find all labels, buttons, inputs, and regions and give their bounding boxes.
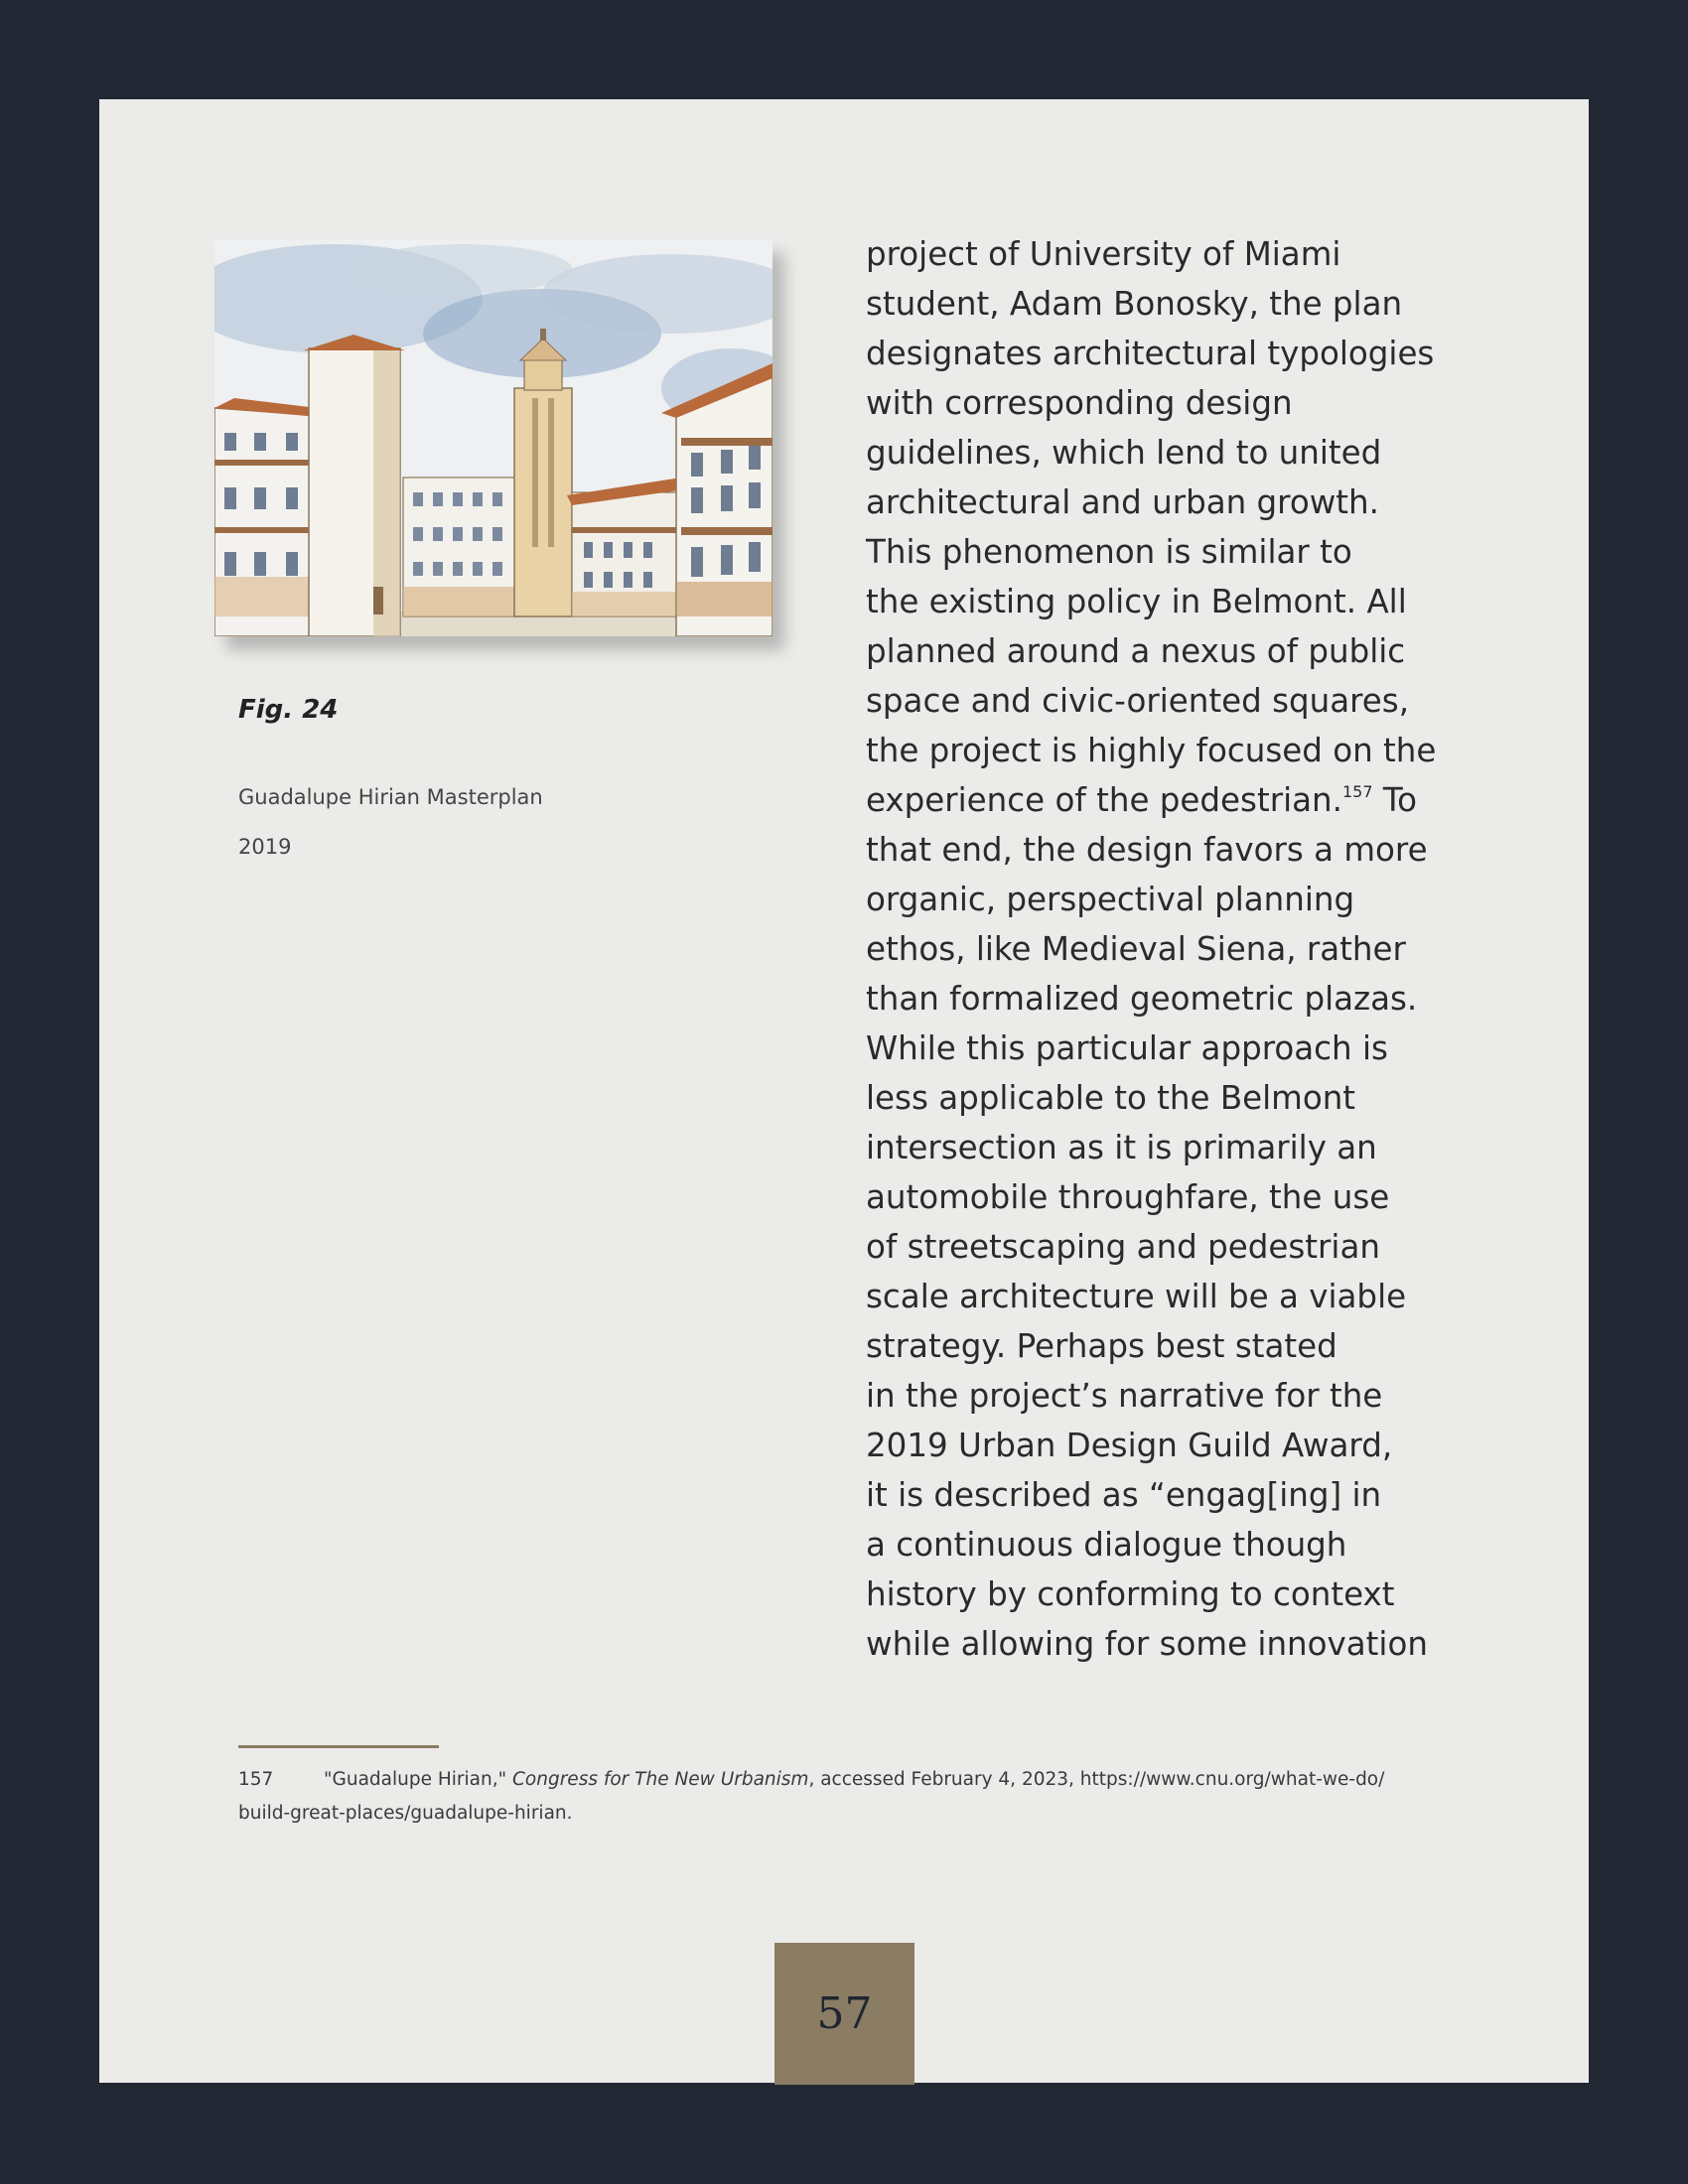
body-line: the project is highly focused on the: [866, 732, 1437, 769]
body-line: in the project’s narrative for the: [866, 1377, 1383, 1415]
body-line: the existing policy in Belmont. All: [866, 583, 1407, 620]
body-line: planned around a nexus of public: [866, 632, 1406, 670]
footnote-text-line2[interactable]: build-great-places/guadalupe-hirian.: [238, 1803, 573, 1824]
masterplan-watercolor-image: [214, 239, 773, 636]
body-line: ethos, like Medieval Siena, rather: [866, 930, 1406, 968]
footnote-reference[interactable]: 157: [1341, 782, 1373, 801]
body-line: it is described as “engag[ing] in: [866, 1476, 1382, 1514]
body-line-text: experience of the pedestrian.: [866, 781, 1342, 819]
body-line: less applicable to the Belmont: [866, 1079, 1356, 1117]
page-number-box: [774, 1943, 914, 2085]
figure-label: Fig. 24: [238, 695, 339, 725]
body-line: than formalized geometric plazas.: [866, 980, 1418, 1018]
page: [99, 99, 1589, 2083]
footnote-divider: [238, 1745, 439, 1748]
body-line: space and civic-oriented squares,: [866, 682, 1410, 720]
body-line: project of University of Miami: [866, 235, 1341, 273]
body-line: organic, perspectival planning: [866, 881, 1355, 918]
caption-title: Guadalupe Hirian Masterplan: [238, 785, 543, 809]
body-line: architectural and urban growth.: [866, 483, 1379, 521]
footnote-text-pre: "Guadalupe Hirian,": [324, 1769, 512, 1790]
body-line: 2019 Urban Design Guild Award,: [866, 1427, 1393, 1464]
body-line: while allowing for some innovation: [866, 1625, 1428, 1663]
body-line: scale architecture will be a viable: [866, 1278, 1407, 1315]
body-line: designates architectural typologies: [866, 335, 1435, 372]
body-line: automobile throughfare, the use: [866, 1178, 1390, 1216]
body-line: that end, the design favors a more: [866, 831, 1428, 869]
body-line: with corresponding design: [866, 384, 1293, 422]
body-text: [866, 229, 1501, 1669]
footnote: [238, 1763, 1539, 1831]
body-line: of streetscaping and pedestrian: [866, 1228, 1380, 1266]
body-line: intersection as it is primarily an: [866, 1129, 1377, 1166]
footnote-number: 157: [238, 1769, 274, 1790]
body-line: While this particular approach is: [866, 1029, 1388, 1067]
body-line: strategy. Perhaps best stated: [866, 1327, 1337, 1365]
body-line-tail: To: [1372, 781, 1418, 819]
body-line: a continuous dialogue though: [866, 1526, 1347, 1564]
figure-caption: [238, 772, 543, 872]
footnote-text-post[interactable]: , accessed February 4, 2023, https://www.cnu.org/what-we-do/: [808, 1769, 1385, 1790]
body-line-with-footnote: [866, 775, 1501, 825]
body-line: guidelines, which lend to united: [866, 434, 1382, 472]
body-line: This phenomenon is similar to: [866, 533, 1352, 571]
body-line: history by conforming to context: [866, 1575, 1395, 1613]
footnote-source-title: Congress for The New Urbanism: [512, 1769, 809, 1790]
body-line: student, Adam Bonosky, the plan: [866, 285, 1403, 323]
caption-year: 2019: [238, 835, 292, 859]
page-number: 57: [816, 1988, 873, 2039]
